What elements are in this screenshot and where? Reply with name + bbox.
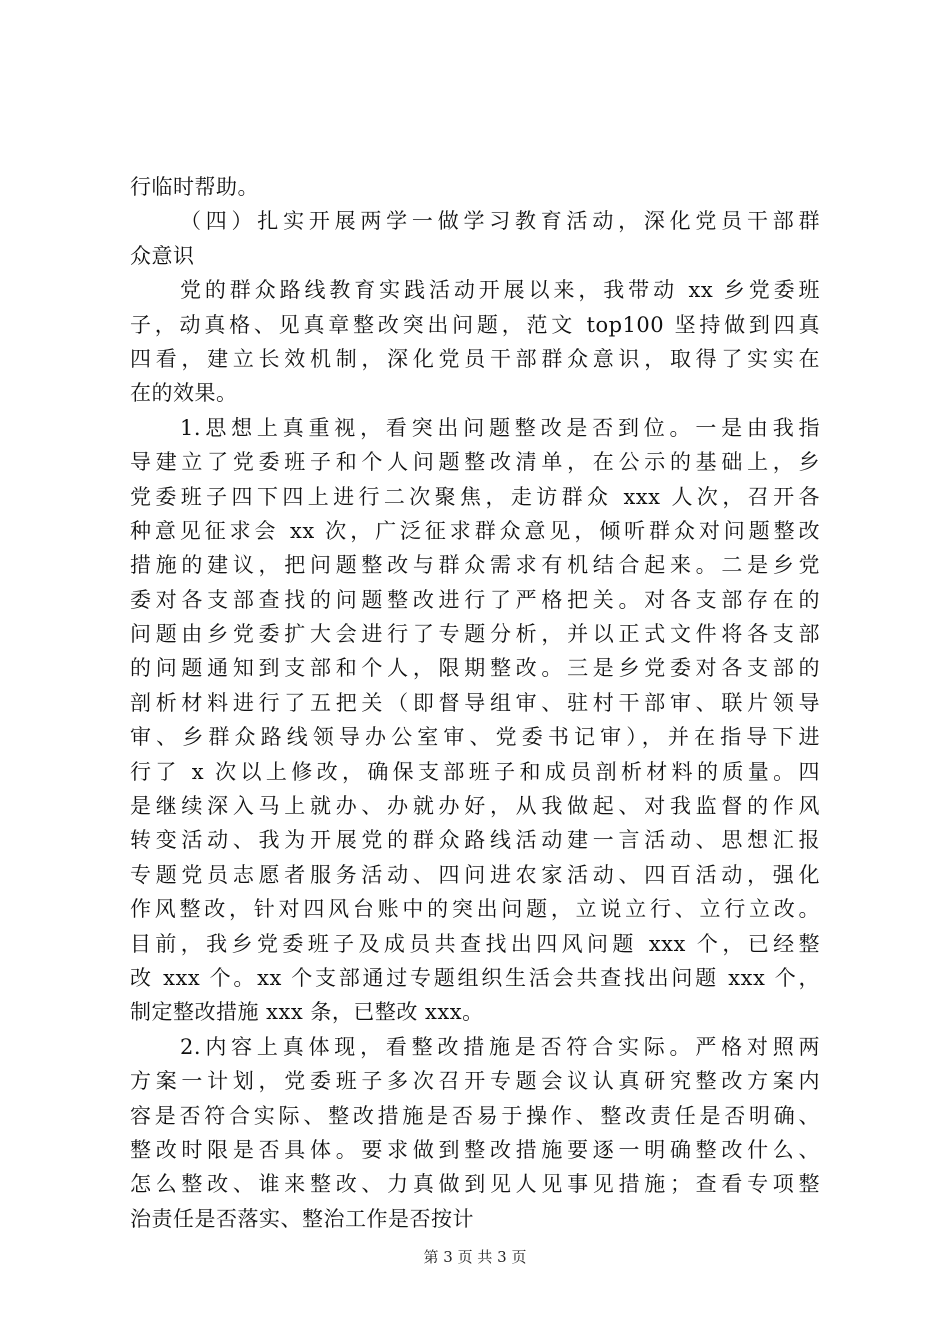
section-heading: [130, 204, 820, 273]
text-line: （四）扎实开展两学一做学习教育活动，深化党员干部群: [180, 209, 820, 234]
text-line: 治责任是否落实、整治工作是否按计: [130, 1206, 474, 1231]
text-line: 委对各支部查找的问题整改进行了严格把关。对各支部存在的: [130, 587, 820, 612]
text-line: 的问题通知到支部和个人，限期整改。三是乡党委对各支部的: [130, 656, 820, 681]
text-line: 导建立了党委班子和个人问题整改清单，在公示的基础上，乡: [130, 450, 820, 475]
text-line: 整改时限是否具体。要求做到整改措施要逐一明确整改什么、: [130, 1137, 820, 1162]
text-line: 党委班子四下四上进行二次聚焦，走访群众 xxx 人次，召开各: [130, 484, 820, 509]
text-line: 制定整改措施 xxx 条，已整改 xxx。: [130, 1000, 484, 1025]
text-line: 党的群众路线教育实践活动开展以来，我带动 xx 乡党委班: [180, 278, 820, 303]
text-line: 容是否符合实际、整改措施是否易于操作、整改责任是否明确、: [130, 1103, 820, 1128]
paragraph: [130, 411, 820, 1030]
text-line: 行临时帮助。: [130, 175, 259, 199]
paragraph: [130, 273, 820, 411]
text-line: 方案一计划，党委班子多次召开专题会议认真研究整改方案内: [130, 1069, 820, 1094]
text-line: 改 xxx 个。xx 个支部通过专题组织生活会共查找出问题 xxx 个，: [130, 965, 820, 990]
text-line: 措施的建议，把问题整改与群众需求有机结合起来。二是乡党: [130, 553, 820, 578]
text-line: 众意识: [130, 243, 195, 268]
text-line: 种意见征求会 xx 次，广泛征求群众意见，倾听群众对问题整改: [130, 518, 820, 543]
page-number: 第 3 页 共 3 页: [423, 1248, 527, 1266]
text-line: 专题党员志愿者服务活动、四问进农家活动、四百活动，强化: [130, 862, 820, 887]
text-line: 目前，我乡党委班子及成员共查找出四风问题 xxx 个，已经整: [130, 931, 820, 956]
text-line: 在的效果。: [130, 381, 238, 406]
text-line: 1.思想上真重视，看突出问题整改是否到位。一是由我指: [180, 415, 820, 440]
text-line: 剖析材料进行了五把关（即督导组审、驻村干部审、联片领导: [130, 690, 820, 715]
paragraph: [130, 1030, 820, 1236]
paragraph: [130, 170, 820, 204]
text-line: 作风整改，针对四风台账中的突出问题，立说立行、立行立改。: [130, 897, 820, 922]
text-line: 审、乡群众路线领导办公室审、党委书记审），并在指导下进: [130, 725, 820, 750]
text-line: 问题由乡党委扩大会进行了专题分析，并以正式文件将各支部: [130, 622, 820, 647]
text-line: 怎么整改、谁来整改、力真做到见人见事见措施；查看专项整: [130, 1172, 820, 1197]
text-line: 四看，建立长效机制，深化党员干部群众意识，取得了实实在: [130, 346, 820, 371]
document-body: [130, 170, 820, 1236]
text-line: 行了 x 次以上修改，确保支部班子和成员剖析材料的质量。四: [130, 759, 820, 784]
text-line: 是继续深入马上就办、办就办好，从我做起、对我监督的作风: [130, 794, 820, 819]
text-line: 转变活动、我为开展党的群众路线活动建一言活动、思想汇报: [130, 828, 820, 853]
text-line: 子，动真格、见真章整改突出问题，范文 top100 坚持做到四真: [130, 312, 820, 337]
text-line: 2.内容上真体现，看整改措施是否符合实际。严格对照两: [180, 1034, 820, 1059]
